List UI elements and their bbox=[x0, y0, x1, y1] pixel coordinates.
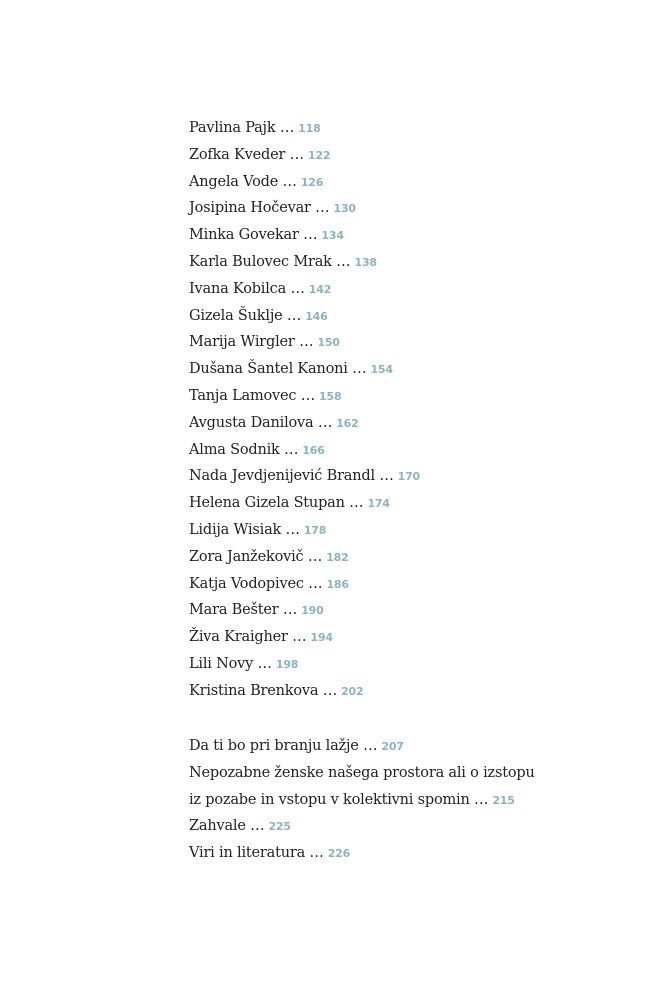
toc-entry-title: iz pozabe in vstopu v kolektivni spomin … bbox=[189, 791, 489, 808]
toc-entry-page: 130 bbox=[333, 202, 356, 216]
toc-entry-page: 190 bbox=[301, 604, 324, 618]
toc-entry-title: Nepozabne ženske našega prostora ali o izstopu bbox=[189, 764, 535, 781]
toc-entry-page: 178 bbox=[303, 523, 327, 537]
toc-entry-title: Viri in literatura … bbox=[189, 845, 324, 862]
toc-entry-page: 126 bbox=[300, 175, 324, 189]
toc-entry-title: Tanja Lamovec … bbox=[189, 387, 316, 404]
toc-entry-title: Ivana Kobilca … bbox=[189, 280, 305, 297]
toc-entry-title: Da ti bo pri branju lažje … bbox=[189, 738, 378, 754]
toc-entry bbox=[189, 571, 420, 598]
toc-entry-page: 207 bbox=[381, 740, 404, 753]
toc-entry bbox=[189, 463, 420, 490]
toc-entry-title: Lidija Wisiak … bbox=[189, 521, 300, 538]
toc-entry bbox=[189, 195, 420, 222]
toc-entry-title: Pavlina Pajk … bbox=[189, 120, 295, 136]
toc-entry bbox=[189, 329, 420, 356]
toc-section-biographies bbox=[189, 115, 420, 705]
toc-entry bbox=[189, 410, 420, 437]
toc-entry bbox=[189, 597, 420, 624]
toc-entry-page: 215 bbox=[492, 793, 515, 807]
toc-entry-page: 202 bbox=[341, 684, 364, 698]
toc-entry-title: Avgusta Danilova … bbox=[189, 414, 333, 431]
toc-entry-page: 166 bbox=[302, 443, 325, 457]
toc-entry bbox=[189, 517, 420, 544]
toc-entry-page: 174 bbox=[367, 497, 390, 511]
toc-entry-title: Josipina Hočevar … bbox=[189, 200, 330, 217]
toc-entry bbox=[189, 437, 420, 464]
toc-entry-title: Gizela Šuklje … bbox=[189, 307, 302, 324]
toc-entry-title: Helena Gizela Stupan … bbox=[189, 495, 364, 512]
toc-entry-title: Kristina Brenkova … bbox=[189, 682, 338, 699]
toc-entry bbox=[189, 490, 420, 517]
toc-entry bbox=[189, 813, 535, 840]
toc-entry bbox=[189, 222, 420, 249]
toc-entry bbox=[189, 356, 420, 383]
toc-entry-title: Katja Vodopivec … bbox=[189, 575, 323, 592]
toc-entry bbox=[189, 142, 420, 169]
toc-entry-title: Angela Vode … bbox=[189, 173, 297, 190]
toc-entry-page: 150 bbox=[317, 336, 340, 350]
toc-entry-page: 134 bbox=[321, 229, 344, 243]
toc-entry-title: Marija Wirgler … bbox=[189, 334, 314, 351]
toc-entry bbox=[189, 169, 420, 196]
toc-entry-page: 162 bbox=[336, 416, 359, 430]
toc-entry-title: Minka Govekar … bbox=[189, 227, 318, 244]
toc-entry bbox=[189, 624, 420, 651]
toc-entry-title: Alma Sodnik … bbox=[189, 441, 299, 458]
toc-entry-title: Karla Bulovec Mrak … bbox=[189, 253, 351, 270]
toc-entry bbox=[189, 383, 420, 410]
toc-entry-title: Zahvale … bbox=[189, 818, 265, 835]
toc-entry-title: Dušana Šantel Kanoni … bbox=[189, 361, 367, 378]
toc-entry bbox=[189, 115, 420, 142]
toc-entry-page: 182 bbox=[326, 550, 349, 564]
toc-entry-page: 186 bbox=[326, 577, 349, 591]
toc-entry-page: 194 bbox=[310, 631, 333, 645]
toc-entry bbox=[189, 733, 535, 760]
toc-entry bbox=[189, 303, 420, 330]
toc-entry bbox=[189, 276, 420, 303]
toc-entry bbox=[189, 787, 535, 814]
toc-entry-page: 122 bbox=[307, 148, 331, 162]
toc-entry bbox=[189, 760, 535, 787]
toc-entry-title: Lili Novy … bbox=[189, 655, 272, 672]
toc-entry-title: Mara Bešter … bbox=[189, 602, 298, 619]
toc-entry-page: 158 bbox=[319, 389, 342, 403]
toc-entry-title: Zora Janžekovič … bbox=[189, 548, 323, 565]
toc-section-appendix bbox=[189, 733, 535, 867]
toc-entry-title: Živa Kraigher … bbox=[189, 629, 307, 646]
toc-entry-page: 170 bbox=[397, 470, 420, 484]
toc-entry bbox=[189, 651, 420, 678]
toc-entry bbox=[189, 678, 420, 705]
toc-entry-title: Nada Jevdjenijević Brandl … bbox=[189, 468, 394, 485]
toc-entry-page: 226 bbox=[327, 847, 351, 861]
toc-entry-page: 118 bbox=[298, 122, 321, 135]
toc-entry-page: 225 bbox=[268, 820, 291, 834]
toc-entry-page: 138 bbox=[354, 255, 377, 269]
toc-entry-page: 146 bbox=[305, 309, 328, 323]
toc-entry bbox=[189, 840, 535, 867]
toc-entry-page: 142 bbox=[308, 282, 332, 296]
toc-entry bbox=[189, 249, 420, 276]
toc-entry-page: 198 bbox=[275, 657, 299, 671]
toc-entry-page: 154 bbox=[370, 363, 393, 377]
toc-entry bbox=[189, 544, 420, 571]
toc-entry-title: Zofka Kveder … bbox=[189, 146, 304, 163]
